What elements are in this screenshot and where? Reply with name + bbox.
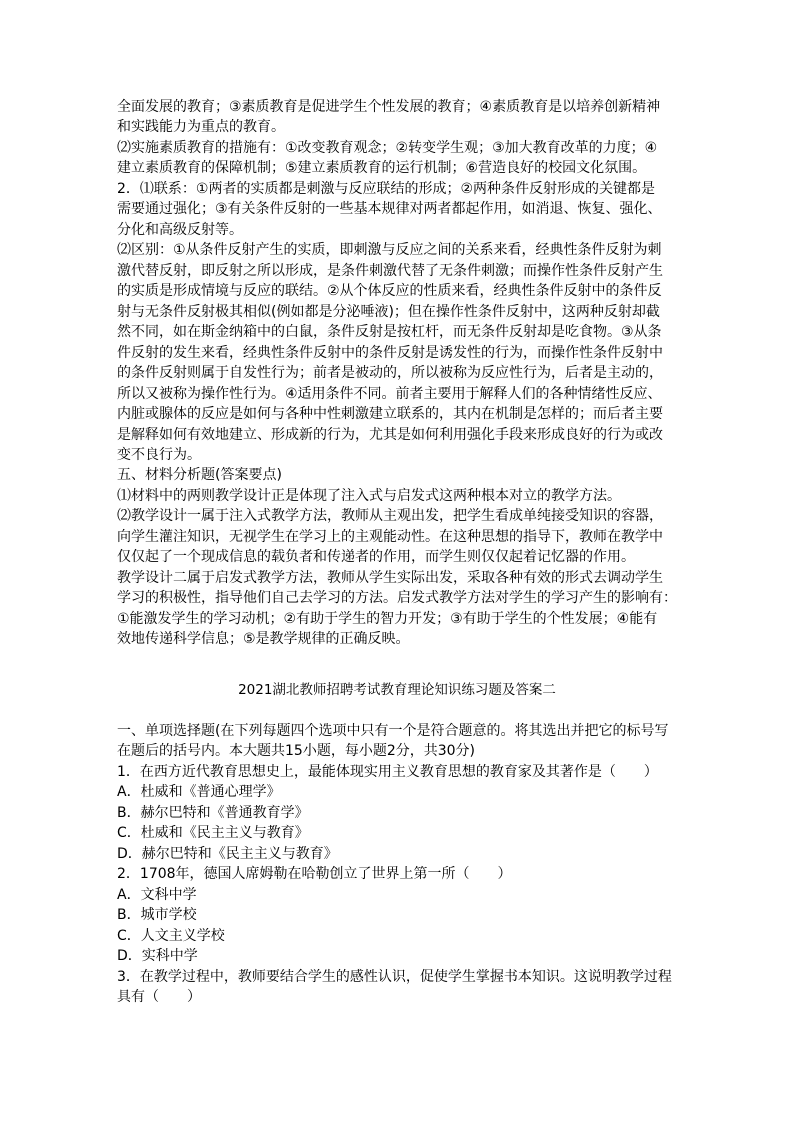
text-line: B．城市学校: [117, 907, 197, 924]
text-line: A．杜威和《普通心理学》: [117, 784, 281, 801]
text-line: 教学设计二属于启发式教学方法，教师从学生实际出发，采取各种有效的形式去调动学生: [117, 569, 663, 586]
text-line: ⑵区别：①从条件反射产生的实质，即刺激与反应之间的关系来看，经典性条件反射为刺: [117, 242, 662, 259]
text-line: 需要通过强化；③有关条件反射的一些基本规律对两者都起作用，如消退、恢复、强化、: [117, 201, 662, 218]
text-line: 学习的积极性，指导他们自己去学习的方法。启发式教学方法对学生的学习产生的影响有：: [117, 590, 677, 607]
text-line: C．杜威和《民主主义与教育》: [117, 825, 309, 842]
text-line: D．实科中学: [117, 948, 198, 965]
text-line: ⑴材料中的两则教学设计正是体现了注入式与启发式这两种根本对立的教学方法。: [117, 487, 621, 504]
text-line: 仅仅起了一个现成信息的载负者和传递者的作用，而学生则仅仅起着记忆器的作用。: [117, 549, 635, 566]
text-line: B．赫尔巴特和《普通教育学》: [117, 804, 309, 821]
text-line: 全面发展的教育；③素质教育是促进学生个性发展的教育；④素质教育是以培养创新精神: [117, 99, 661, 115]
text-line: 2．⑴联系：①两者的实质都是刺激与反应联结的形成；②两种条件反射形成的关键都是: [117, 180, 656, 197]
text-line: 一、单项选择题(在下列每题四个选项中只有一个是符合题意的。将其选出并把它的标号写: [117, 723, 669, 739]
text-line: 是解释如何有效地建立、形成新的行为，尤其是如何利用强化手段来形成良好的行为或改: [117, 426, 663, 443]
text-line: C．人文主义学校: [117, 927, 225, 944]
text-line: ⑵教学设计一属于注入式教学方法，教师从主观出发，把学生看成单纯接受知识的容器，: [117, 508, 663, 525]
text-line: 射与无条件反射极其相似(例如都是分泌唾液)；但在操作性条件反射中，这两种反射却截: [117, 303, 660, 320]
text-line: 五、材料分析题(答案要点): [117, 467, 282, 484]
text-line: A．文科中学: [117, 886, 197, 903]
text-line: D．赫尔巴特和《民主主义与教育》: [117, 845, 338, 862]
text-line: 变不良行为。: [117, 446, 201, 463]
text-line: 激代替反射，即反射之所以形成，是条件刺激代替了无条件刺激；而操作性条件反射产生: [117, 262, 663, 279]
text-line: 向学生灌注知识，无视学生在学习上的主观能动性。在这种思想的指导下，教师在教学中: [117, 528, 663, 545]
text-line: 1．在西方近代教育思想史上，最能体现实用主义教育思想的教育家及其著作是（ ）: [117, 763, 658, 780]
text-line: 然不同，如在斯金纳箱中的白鼠，条件反射是按杠杆，而无条件反射却是吃食物。③从条: [117, 324, 662, 341]
text-line: 和实践能力为重点的教育。: [117, 119, 285, 136]
text-line: 建立素质教育的保障机制；⑤建立素质教育的运行机制；⑥营造良好的校园文化氛围。: [117, 160, 647, 177]
text-line: 件反射的发生来看，经典性条件反射中的条件反射是诱发性的行为，而操作性条件反射中: [117, 344, 663, 361]
answer-section: [117, 97, 707, 650]
document-title: 2021湖北教师招聘考试教育理论知识练习题及答案二: [238, 682, 556, 698]
text-line: 的条件反射则属于自发性行为；前者是被动的，所以被称为反应性行为，后者是主动的，: [117, 365, 663, 382]
text-line: 分化和高级反射等。: [117, 221, 243, 238]
text-line: 3．在教学过程中，教师要结合学生的感性认识，促使学生掌握书本知识。这说明教学过程: [117, 968, 672, 985]
text-line: 2．1708年，德国人席姆勒在哈勒创立了世界上第一所（ ）: [117, 866, 512, 883]
text-line: ①能激发学生的学习动机；②有助于学生的智力开发；③有助于学生的个性发展；④能有: [117, 610, 658, 627]
text-line: 效地传递科学信息；⑤是教学规律的正确反映。: [117, 631, 410, 648]
question-section: [117, 721, 707, 1008]
text-line: 的实质是形成情境与反应的联结。②从个体反应的性质来看，经典性条件反射中的条件反: [117, 283, 662, 300]
text-line: 内脏或腺体的反应是如何与各种中性刺激建立联系的，其内在机制是怎样的；而后者主要: [117, 406, 663, 423]
text-line: 在题后的括号内。本大题共15小题，每小题2分，共30分): [117, 743, 475, 760]
text-line: 所以又被称为操作性行为。④适用条件不同。前者主要用于解释人们的各种情绪性反应、: [117, 385, 662, 402]
text-line: ⑵实施素质教育的措施有：①改变教育观念；②转变学生观；③加大教育改革的力度；④: [117, 139, 658, 156]
text-line: 具有（ ）: [117, 989, 201, 1006]
